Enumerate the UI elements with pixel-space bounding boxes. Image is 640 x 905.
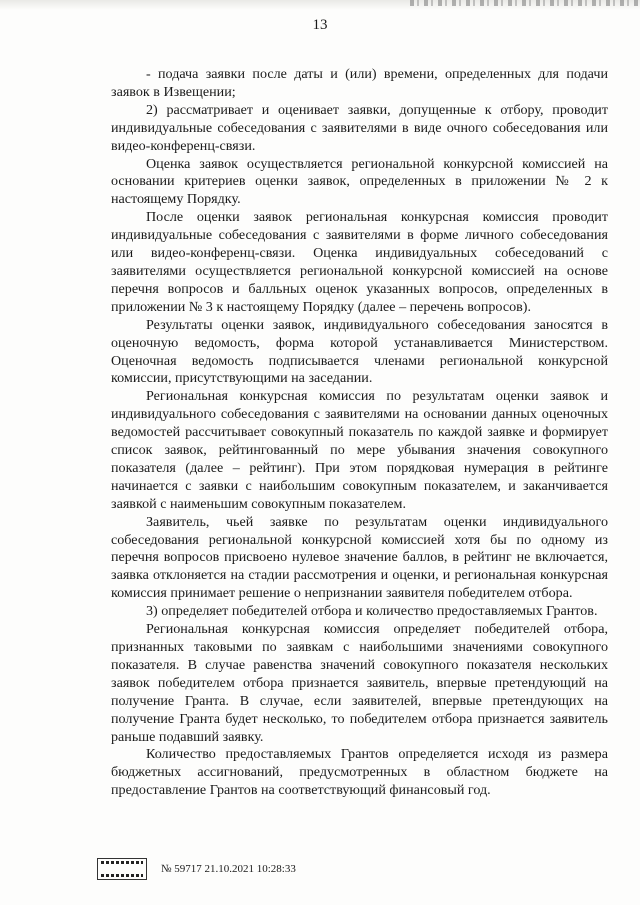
registration-stamp: № 59717 21.10.2021 10:28:33 — [161, 863, 296, 875]
paragraph: Региональная конкурсная комиссия по результатам оценки заявок и индивидуального собеседования с заявителями на основании данных оценочных ведомостей рассчитывает совокупный показатель по каждой заявке и формирует список заявок, рейтингованный по мере убывания значения совокупного показателя (далее – рейтинг). При этом порядковая нумерация в рейтинге начинается с заявки с наибольшим совокупным показателем, и заканчивается заявкой с наименьшим совокупным показателем. — [111, 388, 608, 512]
paragraph: Региональная конкурсная комиссия определяет победителей отбора, признанных таковыми по заявкам с наибольшими значениями совокупного показателя. В случае равенства значений совокупного показателя нескольких заявок победителем отбора признается заявитель, впервые претендующий на получение Гранта. В случае, если заявителей, впервые претендующих на получение Гранта будет несколько, то победителем отбора признается заявитель раньше подавший заявку. — [111, 621, 608, 745]
paragraph: 3) определяет победителей отбора и количество предоставляемых Грантов. — [146, 603, 598, 620]
paragraph: 2) рассматривает и оценивает заявки, допущенные к отбору, проводит индивидуальные собеседования с заявителями в виде очного собеседования или видео-конференц-связи. — [111, 101, 608, 154]
document-footer — [97, 858, 296, 880]
paragraph: Оценка заявок осуществляется региональной конкурсной комиссией на основании критериев оценки заявок, определенных в приложении № 2 к настоящему Порядку. — [111, 155, 608, 208]
document-body — [111, 66, 608, 800]
paragraph: Заявитель, чьей заявке по результатам оценки индивидуального собеседования региональной конкурсной комиссией хотя бы по одному из перечня вопросов присвоено нулевое значение баллов, в рейтинг не включается, заявка отклоняется на стадии рассмотрения и оценки, и региональная конкурсная комиссия принимает решение о непризнании заявителя победителем отбора. — [111, 513, 608, 602]
page-number: 13 — [312, 17, 328, 33]
document-system-logo-icon — [97, 858, 147, 880]
paragraph: Результаты оценки заявок, индивидуального собеседования заносятся в оценочную ведомость, форма которой устанавливается Министерством. Оценочная ведомость подписывается членами региональной конкурсной комиссии, присутствующими на заседании. — [111, 316, 608, 387]
paragraph: Количество предоставляемых Грантов определяется исходя из размера бюджетных ассигнований, предусмотренных в областном бюджете на предоставление Грантов на соответствующий финансовый год. — [111, 746, 608, 799]
scan-top-edge — [0, 0, 640, 10]
paragraph: - подача заявки после даты и (или) времени, определенных для подачи заявок в Извещении; — [111, 66, 608, 100]
paragraph: После оценки заявок региональная конкурсная комиссия проводит индивидуальные собеседования с заявителями в форме личного собеседования или видео-конференц-связи. Оценка индивидуальных собеседований с заявителями осуществляется региональной конкурсной комиссией на основе перечня вопросов и балльных оценок указанных вопросов, определенных в приложении № 3 к настоящему Порядку (далее – перечень вопросов). — [111, 209, 608, 315]
